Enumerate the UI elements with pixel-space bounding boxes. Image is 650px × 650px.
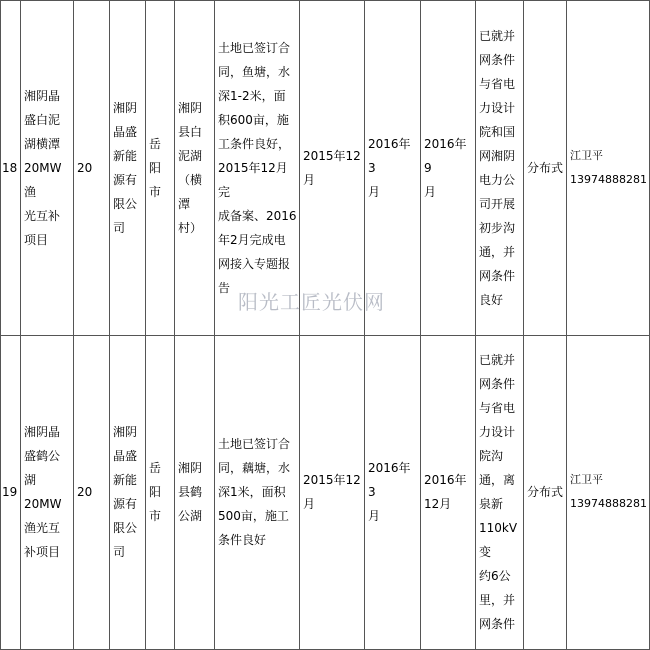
project-type: 分布式 [527, 160, 564, 175]
type-cell [523, 0, 566, 335]
capacity: 20 [77, 485, 93, 499]
location-cell [174, 335, 214, 649]
company-cell [109, 0, 145, 335]
company: 湘阴 晶盛 新能 源有 限公 司 [113, 425, 138, 559]
type-cell [523, 335, 566, 649]
start-date: 2015年12 月 [303, 473, 361, 511]
project-name-cell [20, 0, 73, 335]
contact: 江卫平 13974888281 [570, 148, 647, 186]
company: 湘阴 晶盛 新能 源有 限公 司 [113, 100, 138, 235]
table-row [0, 335, 20, 649]
date-cell [364, 335, 420, 649]
project-name-cell [20, 335, 73, 649]
capacity-cell [73, 335, 109, 649]
contact-cell [566, 0, 649, 335]
capacity-cell [73, 0, 109, 335]
construction-date: 2016年3 月 [368, 461, 411, 523]
table-row [0, 0, 20, 335]
start-date: 2015年12 月 [303, 148, 361, 187]
city-cell [145, 0, 174, 335]
grid-condition: 已就并 网条件 与省电 力设计 院和国 网湘阴 电力公 司开展 初步沟 通，并 网条件 良好 [479, 28, 516, 307]
project-name: 湘阴晶 盛白泥 湖横潭 20MW渔 光互补 项目 [24, 88, 62, 247]
date-cell [299, 335, 364, 649]
completion-date: 2016年9 月 [424, 136, 467, 199]
city-cell [145, 335, 174, 649]
city: 岳阳 市 [149, 461, 162, 523]
location: 湘阴 县白 泥湖 （横 潭 村） [178, 100, 203, 235]
contact: 江卫平 13974888281 [570, 473, 647, 510]
construction-date: 2016年3 月 [368, 136, 411, 199]
row-number: 19 [2, 485, 18, 499]
capacity: 20 [77, 160, 93, 175]
row-number: 18 [2, 160, 18, 175]
date-cell [420, 335, 475, 649]
city: 岳阳 市 [149, 136, 162, 199]
progress-cell [214, 0, 299, 335]
date-cell [299, 0, 364, 335]
location-cell [174, 0, 214, 335]
watermark: 阳光工匠光伏网 [238, 290, 385, 314]
completion-date: 2016年 12月 [424, 473, 467, 511]
project-type: 分布式 [527, 485, 564, 499]
progress-description: 土地已签订合 同，藕塘，水 深1米，面积 500亩，施工 条件良好 [218, 437, 291, 547]
progress-description: 土地已签订合 同，鱼塘，水 深1-2米，面 积600亩，施 工条件良好， 2015年12月完 成备案、2016 年2月完成电 网接入专题报 告 [218, 40, 297, 295]
project-name: 湘阴晶 盛鹤公 湖20MW 渔光互 补项目 [24, 425, 62, 559]
location: 湘阴 县鹤 公湖 [178, 461, 203, 523]
grid-condition-cell [475, 335, 523, 649]
grid-condition: 已就并 网条件 与省电 力设计 院沟 通，离 泉新 110kV变 约6公 里，并 网条件 [479, 353, 518, 631]
contact-cell [566, 335, 649, 649]
date-cell [364, 0, 420, 335]
progress-cell [214, 335, 299, 649]
date-cell [420, 0, 475, 335]
grid-condition-cell [475, 0, 523, 335]
company-cell [109, 335, 145, 649]
